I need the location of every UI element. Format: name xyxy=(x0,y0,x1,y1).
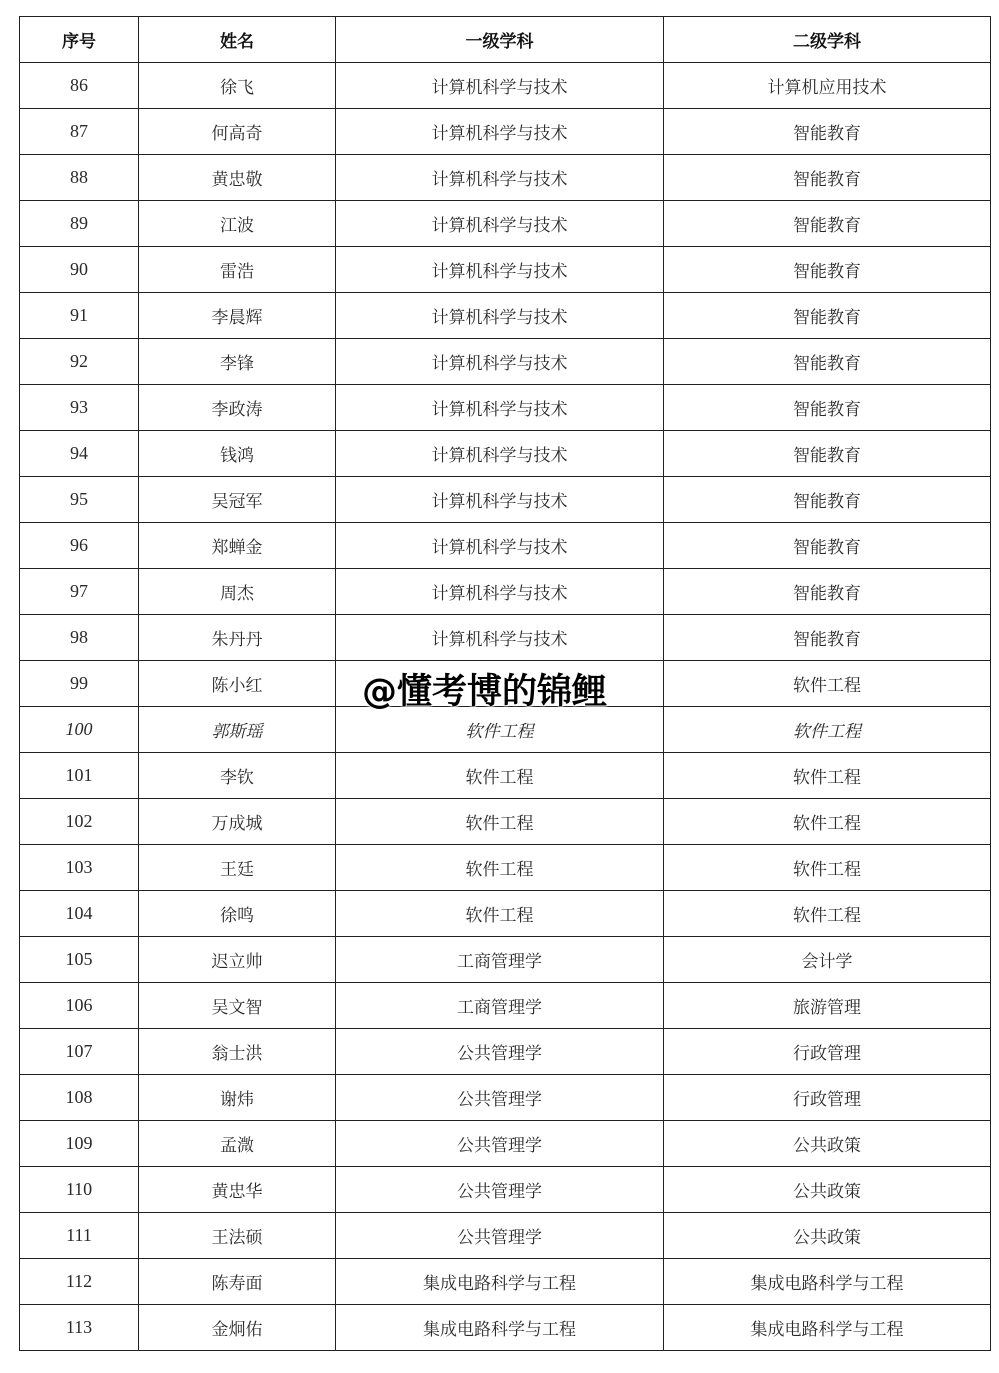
cell-first-level-discipline: 计算机科学与技术 xyxy=(336,247,664,293)
cell-first-level-discipline: 公共管理学 xyxy=(336,1075,664,1121)
cell-name: 万成城 xyxy=(139,799,336,845)
cell-first-level-discipline: 软件工程 xyxy=(336,799,664,845)
cell-serial-number: 91 xyxy=(20,293,139,339)
cell-name: 王法硕 xyxy=(139,1213,336,1259)
cell-name: 黄忠敬 xyxy=(139,155,336,201)
cell-name: 金炯佑 xyxy=(139,1305,336,1351)
cell-second-level-discipline: 智能教育 xyxy=(664,155,991,201)
cell-serial-number: 86 xyxy=(20,63,139,109)
cell-second-level-discipline: 智能教育 xyxy=(664,109,991,155)
table-row xyxy=(20,109,991,155)
table-row xyxy=(20,63,991,109)
table-row xyxy=(20,983,991,1029)
cell-first-level-discipline: 计算机科学与技术 xyxy=(336,569,664,615)
cell-name: 李钦 xyxy=(139,753,336,799)
table-row xyxy=(20,1213,991,1259)
table-row xyxy=(20,891,991,937)
cell-first-level-discipline: 计算机科学与技术 xyxy=(336,201,664,247)
cell-serial-number: 105 xyxy=(20,937,139,983)
cell-second-level-discipline: 智能教育 xyxy=(664,569,991,615)
cell-name: 徐飞 xyxy=(139,63,336,109)
cell-second-level-discipline: 软件工程 xyxy=(664,707,991,753)
cell-first-level-discipline: 公共管理学 xyxy=(336,1213,664,1259)
cell-second-level-discipline: 公共政策 xyxy=(664,1121,991,1167)
header-first-level-discipline: 一级学科 xyxy=(336,17,664,63)
cell-first-level-discipline: 计算机科学与技术 xyxy=(336,477,664,523)
cell-name: 钱鸿 xyxy=(139,431,336,477)
table-header-row xyxy=(20,17,991,63)
table-row xyxy=(20,1075,991,1121)
cell-serial-number: 87 xyxy=(20,109,139,155)
cell-second-level-discipline: 智能教育 xyxy=(664,615,991,661)
cell-second-level-discipline: 集成电路科学与工程 xyxy=(664,1305,991,1351)
cell-first-level-discipline: 计算机科学与技术 xyxy=(336,339,664,385)
cell-serial-number: 97 xyxy=(20,569,139,615)
cell-name: 李政涛 xyxy=(139,385,336,431)
cell-name: 江波 xyxy=(139,201,336,247)
cell-first-level-discipline: 计算机科学与技术 xyxy=(336,615,664,661)
cell-first-level-discipline: 计算机科学与技术 xyxy=(336,109,664,155)
table-row xyxy=(20,385,991,431)
cell-first-level-discipline: 计算机科学与技术 xyxy=(336,155,664,201)
cell-serial-number: 95 xyxy=(20,477,139,523)
table-row xyxy=(20,845,991,891)
cell-first-level-discipline: 集成电路科学与工程 xyxy=(336,1305,664,1351)
table-row xyxy=(20,1259,991,1305)
cell-second-level-discipline: 行政管理 xyxy=(664,1029,991,1075)
cell-first-level-discipline: 公共管理学 xyxy=(336,1167,664,1213)
cell-serial-number: 93 xyxy=(20,385,139,431)
cell-first-level-discipline: 计算机科学与技术 xyxy=(336,293,664,339)
cell-serial-number: 89 xyxy=(20,201,139,247)
cell-second-level-discipline: 行政管理 xyxy=(664,1075,991,1121)
cell-serial-number: 90 xyxy=(20,247,139,293)
cell-serial-number: 102 xyxy=(20,799,139,845)
cell-second-level-discipline: 智能教育 xyxy=(664,339,991,385)
cell-second-level-discipline: 软件工程 xyxy=(664,891,991,937)
cell-second-level-discipline: 智能教育 xyxy=(664,385,991,431)
cell-name: 谢炜 xyxy=(139,1075,336,1121)
cell-name: 朱丹丹 xyxy=(139,615,336,661)
cell-first-level-discipline: 集成电路科学与工程 xyxy=(336,1259,664,1305)
table-row xyxy=(20,615,991,661)
table-row xyxy=(20,201,991,247)
cell-serial-number: 110 xyxy=(20,1167,139,1213)
cell-serial-number: 104 xyxy=(20,891,139,937)
cell-serial-number: 107 xyxy=(20,1029,139,1075)
cell-second-level-discipline: 会计学 xyxy=(664,937,991,983)
cell-name: 吴文智 xyxy=(139,983,336,1029)
cell-serial-number: 98 xyxy=(20,615,139,661)
header-serial-number: 序号 xyxy=(20,17,139,63)
cell-second-level-discipline: 智能教育 xyxy=(664,201,991,247)
cell-serial-number: 88 xyxy=(20,155,139,201)
cell-second-level-discipline: 智能教育 xyxy=(664,247,991,293)
cell-second-level-discipline: 智能教育 xyxy=(664,293,991,339)
cell-name: 李锋 xyxy=(139,339,336,385)
cell-serial-number: 106 xyxy=(20,983,139,1029)
cell-first-level-discipline: 计算机科学与技术 xyxy=(336,385,664,431)
cell-first-level-discipline: 工商管理学 xyxy=(336,983,664,1029)
table-row xyxy=(20,1029,991,1075)
cell-first-level-discipline: 计算机科学与技术 xyxy=(336,63,664,109)
table-row xyxy=(20,431,991,477)
table-row xyxy=(20,569,991,615)
table-row xyxy=(20,1305,991,1351)
cell-first-level-discipline: 公共管理学 xyxy=(336,1121,664,1167)
table-row xyxy=(20,1167,991,1213)
cell-second-level-discipline: 公共政策 xyxy=(664,1167,991,1213)
cell-serial-number: 109 xyxy=(20,1121,139,1167)
cell-second-level-discipline: 集成电路科学与工程 xyxy=(664,1259,991,1305)
cell-second-level-discipline: 软件工程 xyxy=(664,799,991,845)
cell-name: 吴冠军 xyxy=(139,477,336,523)
cell-serial-number: 99 xyxy=(20,661,139,707)
cell-first-level-discipline: 计算机科学与技术 xyxy=(336,431,664,477)
cell-name: 陈寿面 xyxy=(139,1259,336,1305)
cell-name: 郑蝉金 xyxy=(139,523,336,569)
cell-first-level-discipline: 软件工程 xyxy=(336,753,664,799)
cell-second-level-discipline: 智能教育 xyxy=(664,477,991,523)
cell-name: 雷浩 xyxy=(139,247,336,293)
cell-second-level-discipline: 软件工程 xyxy=(664,753,991,799)
cell-second-level-discipline: 公共政策 xyxy=(664,1213,991,1259)
cell-name: 孟溦 xyxy=(139,1121,336,1167)
cell-name: 郭斯瑶 xyxy=(139,707,336,753)
cell-serial-number: 108 xyxy=(20,1075,139,1121)
cell-serial-number: 111 xyxy=(20,1213,139,1259)
cell-serial-number: 113 xyxy=(20,1305,139,1351)
cell-second-level-discipline: 智能教育 xyxy=(664,523,991,569)
cell-first-level-discipline: 软件工程 xyxy=(336,707,664,753)
table-row xyxy=(20,477,991,523)
cell-first-level-discipline: 公共管理学 xyxy=(336,1029,664,1075)
cell-serial-number: 96 xyxy=(20,523,139,569)
cell-serial-number: 92 xyxy=(20,339,139,385)
cell-second-level-discipline: 计算机应用技术 xyxy=(664,63,991,109)
cell-serial-number: 103 xyxy=(20,845,139,891)
cell-serial-number: 101 xyxy=(20,753,139,799)
cell-first-level-discipline: 软件工程 xyxy=(336,891,664,937)
cell-name: 黄忠华 xyxy=(139,1167,336,1213)
cell-second-level-discipline: 智能教育 xyxy=(664,431,991,477)
cell-first-level-discipline: 工商管理学 xyxy=(336,937,664,983)
cell-name: 陈小红 xyxy=(139,661,336,707)
cell-name: 迟立帅 xyxy=(139,937,336,983)
table-row xyxy=(20,753,991,799)
table-row xyxy=(20,799,991,845)
header-name: 姓名 xyxy=(139,17,336,63)
table-row xyxy=(20,155,991,201)
cell-second-level-discipline: 旅游管理 xyxy=(664,983,991,1029)
table-row xyxy=(20,937,991,983)
table-row xyxy=(20,523,991,569)
watermark-text: @懂考博的锦鲤 xyxy=(362,672,608,712)
table-row xyxy=(20,1121,991,1167)
cell-serial-number: 100 xyxy=(20,707,139,753)
table-row xyxy=(20,247,991,293)
cell-serial-number: 94 xyxy=(20,431,139,477)
cell-second-level-discipline: 软件工程 xyxy=(664,661,991,707)
cell-serial-number: 112 xyxy=(20,1259,139,1305)
cell-first-level-discipline: 计算机科学与技术 xyxy=(336,523,664,569)
table-row xyxy=(20,293,991,339)
cell-name: 周杰 xyxy=(139,569,336,615)
cell-first-level-discipline: 软件工程 xyxy=(336,845,664,891)
cell-name: 翁士洪 xyxy=(139,1029,336,1075)
table-row xyxy=(20,339,991,385)
cell-name: 王廷 xyxy=(139,845,336,891)
cell-second-level-discipline: 软件工程 xyxy=(664,845,991,891)
header-second-level-discipline: 二级学科 xyxy=(664,17,991,63)
cell-name: 徐鸣 xyxy=(139,891,336,937)
cell-name: 何高奇 xyxy=(139,109,336,155)
cell-name: 李晨辉 xyxy=(139,293,336,339)
